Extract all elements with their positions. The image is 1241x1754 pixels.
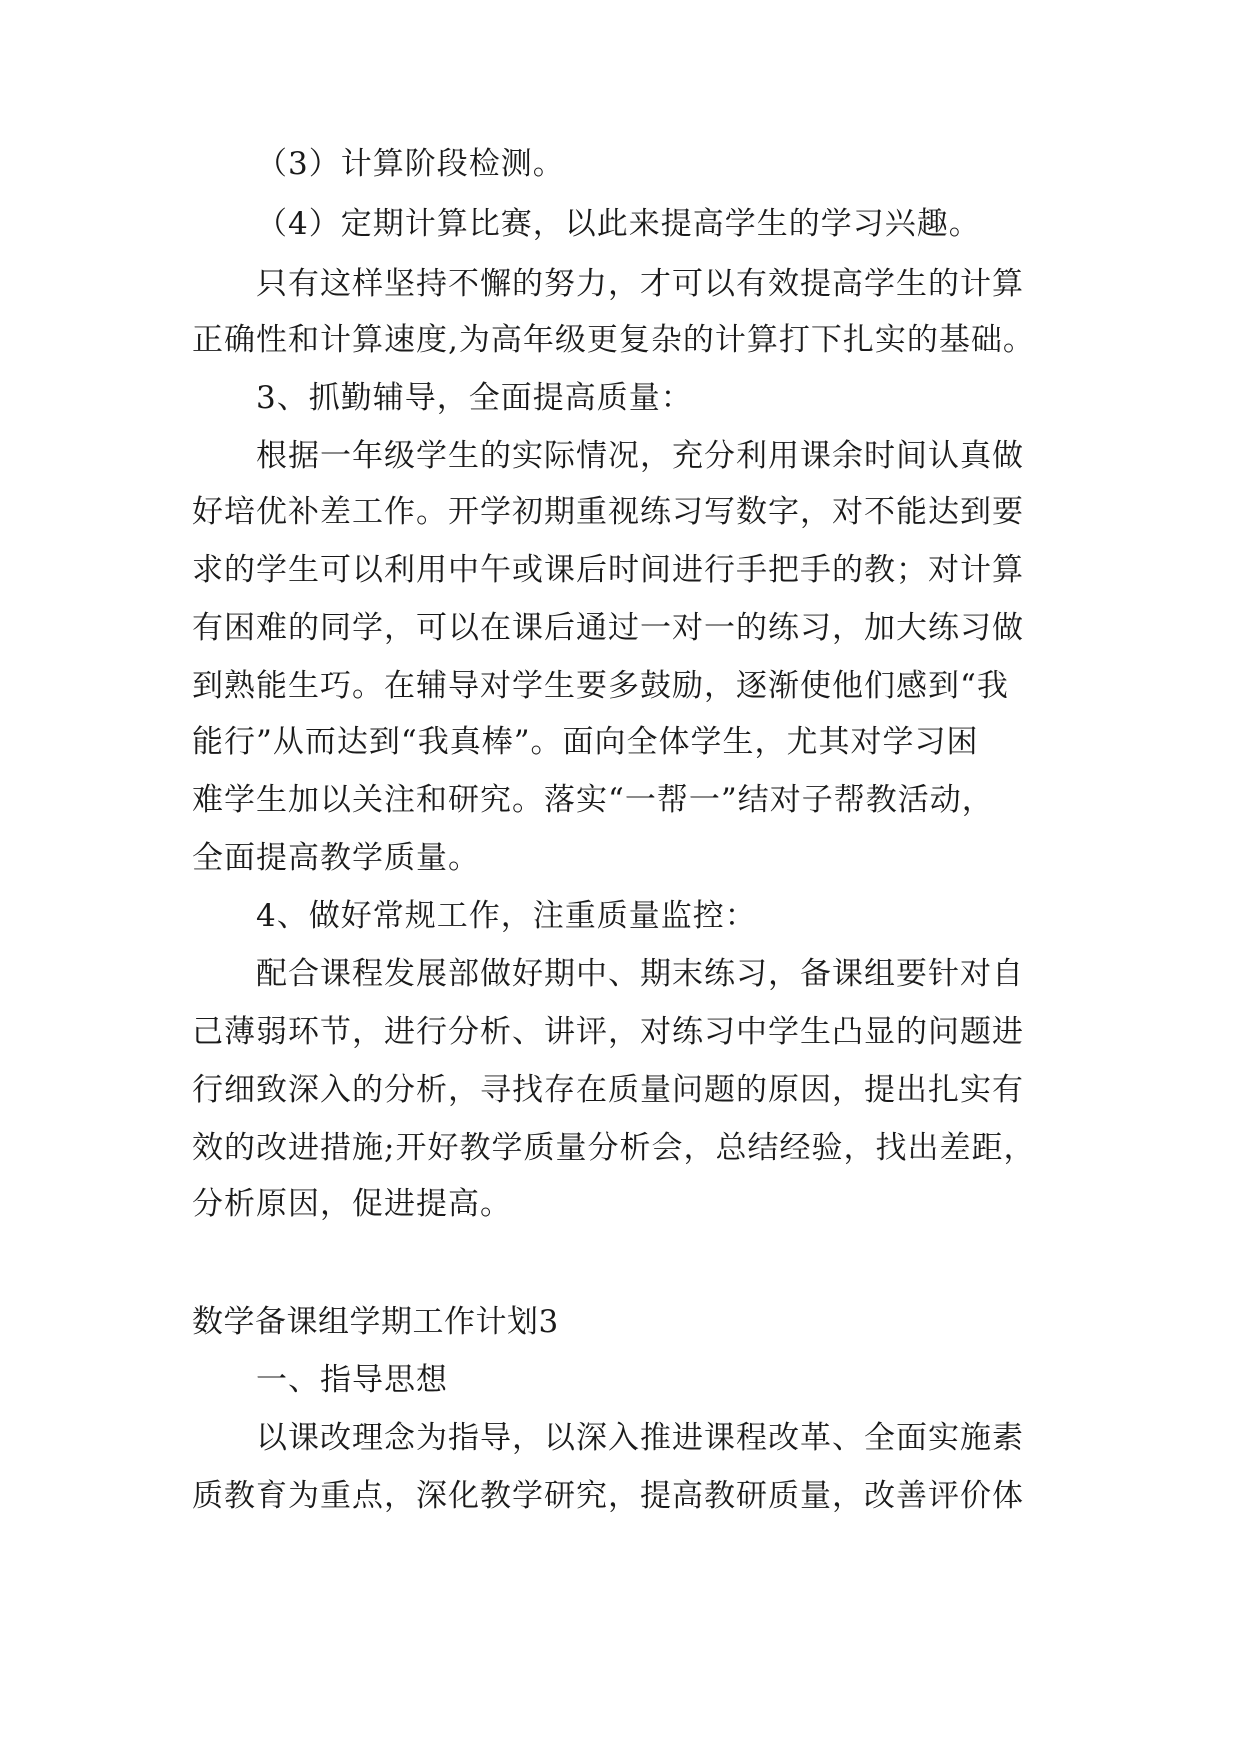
section-heading: 3、抓勤辅导，全面提高质量： [256,380,693,416]
paragraph-line: 以课改理念为指导，以深入推进课程改革、全面实施素 [256,1420,1024,1456]
section-heading: 一、指导思想 [256,1362,448,1398]
section-heading: 4、做好常规工作，注重质量监控： [256,898,757,934]
paragraph-line: 己薄弱环节，进行分析、讲评，对练习中学生凸显的问题进 [192,1014,1024,1050]
paragraph-line: 好培优补差工作。开学初期重视练习写数字，对不能达到要 [192,494,1024,530]
paragraph-line: （4）定期计算比赛，以此来提高学生的学习兴趣。 [256,206,981,242]
document-title: 数学备课组学期工作计划3 [192,1304,559,1340]
paragraph-line: 到熟能生巧。在辅导对学生要多鼓励，逐渐使他们感到“我 [192,668,1009,704]
paragraph-line: 全面提高教学质量。 [192,840,480,876]
paragraph-line: （3）计算阶段检测。 [256,146,565,182]
paragraph-line: 求的学生可以利用中午或课后时间进行手把手的教；对计算 [192,552,1024,588]
paragraph-line: 根据一年级学生的实际情况，充分利用课余时间认真做 [256,438,1024,474]
paragraph-line: 只有这样坚持不懈的努力，才可以有效提高学生的计算 [256,266,1024,302]
paragraph-line: 正确性和计算速度,为高年级更复杂的计算打下扎实的基础。 [192,322,1035,358]
paragraph-line: 配合课程发展部做好期中、期末练习，备课组要针对自 [256,956,1024,992]
paragraph-line: 效的改进措施;开好教学质量分析会，总结经验，找出差距， [192,1130,1036,1166]
paragraph-line: 质教育为重点，深化教学研究，提高教研质量，改善评价体 [192,1478,1024,1514]
paragraph-line: 行细致深入的分析，寻找存在质量问题的原因，提出扎实有 [192,1072,1024,1108]
paragraph-line: 难学生加以关注和研究。落实“一帮一”结对子帮教活动， [192,782,994,818]
paragraph-line: 分析原因，促进提高。 [192,1186,512,1222]
paragraph-line: 能行”从而达到“我真棒”。面向全体学生，尤其对学习困 [192,724,979,760]
paragraph-line: 有困难的同学，可以在课后通过一对一的练习，加大练习做 [192,610,1024,646]
